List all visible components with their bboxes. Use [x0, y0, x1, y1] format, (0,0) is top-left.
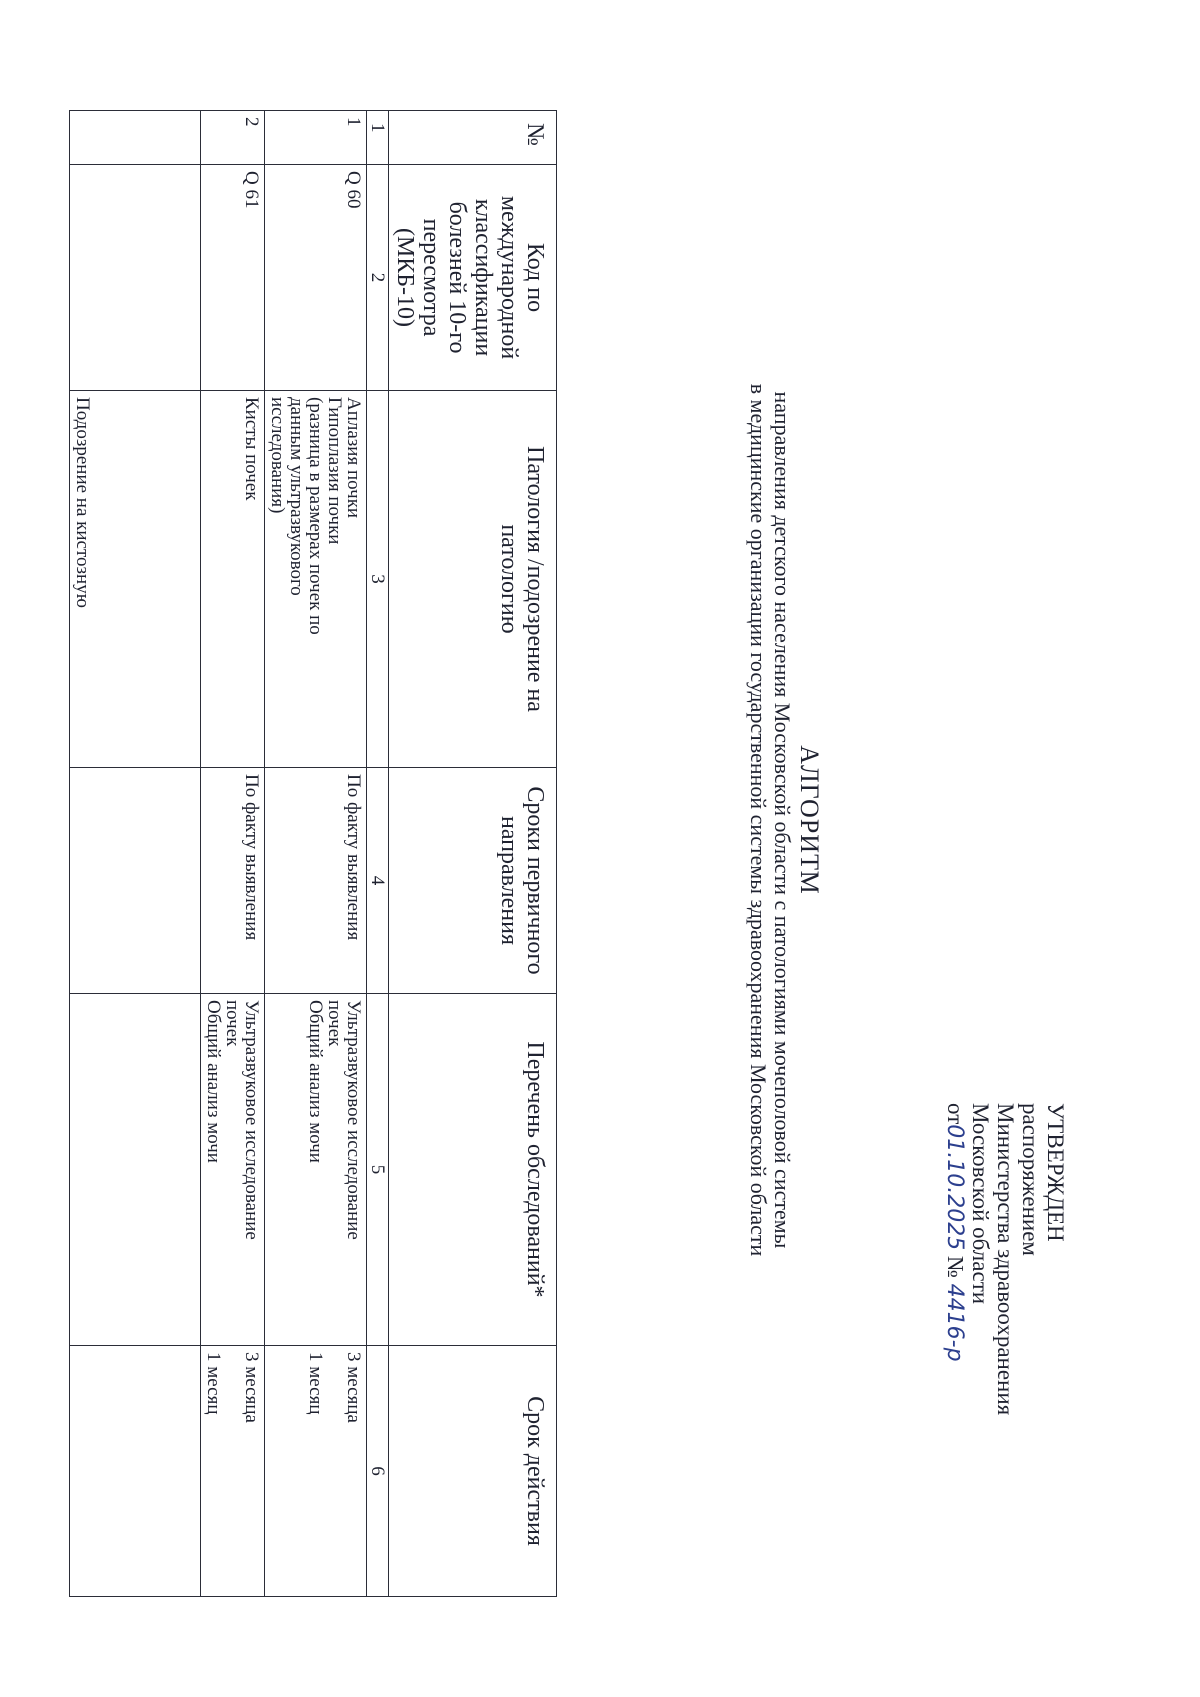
pathology-line: данным ультразвукового [286, 397, 307, 596]
exams-cell [201, 994, 265, 1346]
pathology-cell [201, 391, 265, 768]
header-pathology: Патология /подозрение на патологию [389, 391, 557, 768]
referral-term: По факту выявления [201, 768, 265, 994]
validity-line: 3 месяца [343, 1352, 364, 1423]
icd-code: Q 61 [201, 165, 265, 391]
row-number: 2 [201, 111, 265, 165]
column-number: 6 [367, 1346, 389, 1597]
exams-cell [70, 994, 201, 1346]
document-subtitle-line-1: направления детского населения Московской области с патологиями мочеполовой системы [770, 391, 795, 1249]
column-number: 5 [367, 994, 389, 1346]
approval-number-handwritten: 4416-р [942, 1283, 967, 1362]
exam-line: почек [222, 1000, 243, 1047]
approval-stamp [942, 1103, 1068, 1543]
referral-term: По факту выявления [265, 768, 367, 994]
pathology-line: Кисты почек [241, 397, 262, 501]
header-icd-code: Код по международной классификации болезней 10-го пересмотра (МКБ-10) [389, 165, 557, 391]
exam-line: почек [324, 1000, 345, 1047]
column-number: 1 [367, 111, 389, 165]
validity-cell [70, 1346, 201, 1597]
icd-code [70, 165, 201, 391]
validity-line: 1 месяц [203, 1352, 224, 1415]
document-title-block [746, 210, 824, 1430]
header-exams-list: Перечень обследований* [389, 994, 557, 1346]
approval-date-handwritten: 01.10.2025 [942, 1124, 967, 1251]
algorithm-table [69, 110, 557, 1597]
pathology-line: Подозрение на кистозную [72, 397, 93, 608]
validity-cell [201, 1346, 265, 1597]
approval-line-1: распоряжением [1018, 1103, 1043, 1256]
icd-code: Q 60 [265, 165, 367, 391]
validity-line: 3 месяца [241, 1352, 262, 1423]
approval-date-prefix: от [943, 1103, 968, 1125]
exam-line: Ультразвуковое исследование [241, 1000, 262, 1240]
approval-number-prefix: № [943, 1255, 968, 1278]
table-column-numbers-row [367, 111, 389, 1597]
table-row [70, 111, 201, 1597]
header-referral-term: Сроки первичного направления [389, 768, 557, 994]
header-number: № [389, 111, 557, 165]
approval-status: УТВЕРЖДЕН [1043, 1103, 1068, 1242]
exam-line: Общий анализ мочи [305, 1000, 326, 1163]
row-number: 1 [265, 111, 367, 165]
row-number [70, 111, 201, 165]
pathology-line: Гипоплазия почки [324, 397, 345, 545]
approval-date-line [942, 1103, 968, 1543]
validity-cell [265, 1346, 367, 1597]
pathology-line: (разница в размерах почек по [305, 397, 326, 635]
header-validity: Срок действия [389, 1346, 557, 1597]
referral-term [70, 768, 201, 994]
table-header-row [389, 111, 557, 1597]
validity-line: 1 месяц [305, 1352, 326, 1415]
column-number: 2 [367, 165, 389, 391]
approval-line-3: Московской области [968, 1103, 993, 1305]
pathology-line: исследования) [267, 397, 288, 514]
validity-line [223, 1352, 242, 1590]
exam-line: Ультразвуковое исследование [343, 1000, 364, 1240]
column-number: 3 [367, 391, 389, 768]
pathology-line: Аплазия почки [343, 397, 364, 519]
column-number: 4 [367, 768, 389, 994]
table-row [265, 111, 367, 1597]
exam-line: Общий анализ мочи [203, 1000, 224, 1163]
document-title: АЛГОРИТМ [795, 745, 824, 895]
pathology-cell [70, 391, 201, 768]
pathology-cell [265, 391, 367, 768]
exams-cell [265, 994, 367, 1346]
validity-line [325, 1352, 344, 1590]
table-row [201, 111, 265, 1597]
document-subtitle-line-2: в медицинские организации государственной системы здравоохранения Московской области [746, 383, 771, 1257]
approval-line-2: Министерства здравоохранения [993, 1103, 1018, 1416]
